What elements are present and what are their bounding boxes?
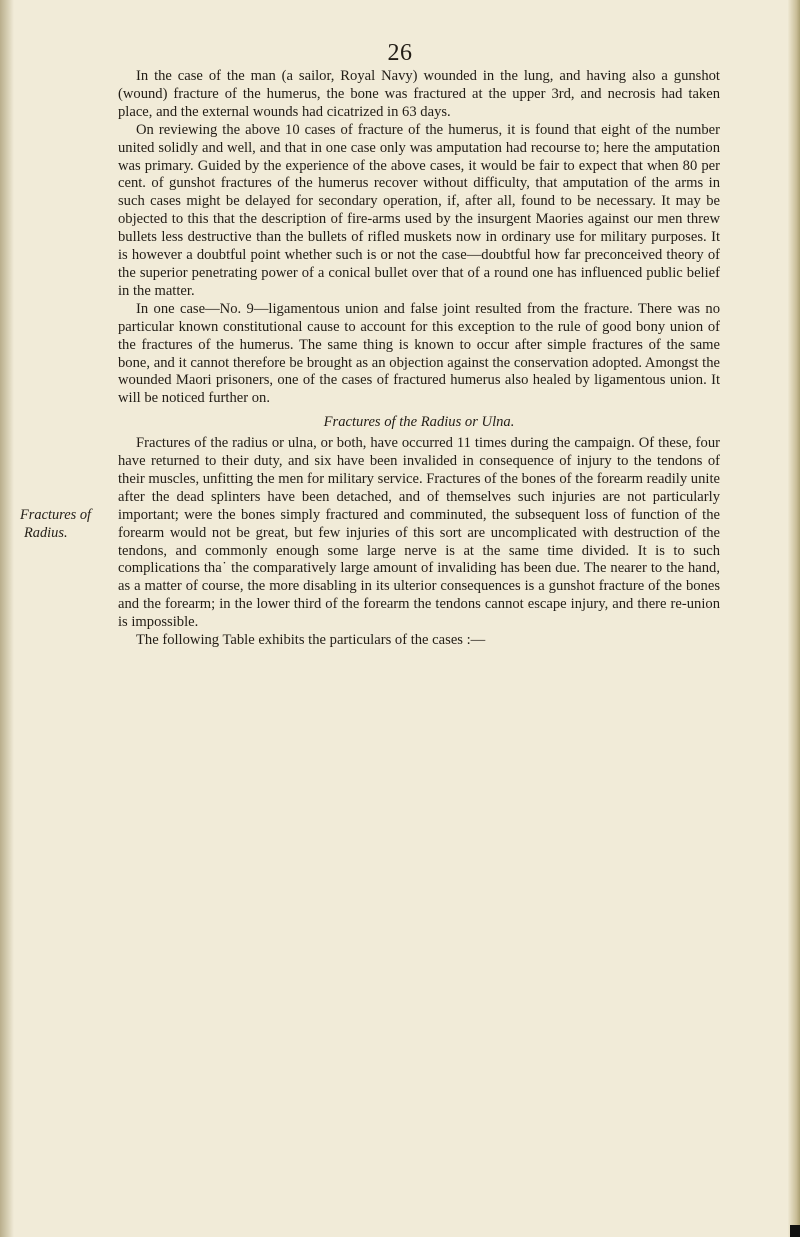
- page-number: 26: [387, 40, 413, 66]
- margin-note: [20, 507, 112, 543]
- page-right-edge: [788, 0, 800, 1237]
- margin-note-line-2: Radius.: [24, 524, 68, 541]
- paragraph-radius-ulna: Fractures of the radius or ulna, or both, have occurred 11 times during the campaign. Of these, four have returned to their duty, and six have been invalided in consequence of injury to the tendons of their muscles, unfitting the men for military service. Fractures of the bones of the forearm readily unite after the dead splinters have been detached, and of themselves such injuries are not particularly important; were the bones simply fractured and comminuted, the subsequent loss of function of the forearm would not be great, but few injuries of this sort are uncomplicated with destruction of the tendons, and commonly enough some large nerve is at the same time divided. It is to such complications tha˙ the comparatively large amount of invaliding has been due. The nearer to the hand, as a matter of course, the more disabling in its ulterior consequences is a gunshot fracture of the bones and the forearm; in the lower third of the forearm the tendons cannot escape injury, and there re-union is impossible.: [118, 435, 720, 631]
- margin-note-line-1: Fractures of: [20, 507, 92, 523]
- paragraph-humerus-review: On reviewing the above 10 cases of fracture of the humerus, it is found that eight of the number united solidly and well, and that in one case only was amputation had recourse to; here the amputation was primary. Guided by the experience of the above cases, it would be fair to expect that when 80 per cent. of gunshot fractures of the humerus recover without difficulty, that amputation of the arms in such cases might be delayed for secondary operation, if, after all, found to be necessary. It may be objected to this that the description of fire-arms used by the insurgent Maories against our men threw bullets less destructive than the bullets of rifled muskets now in ordinary use for military purposes. It is however a doubtful point whether such is or not the case—doubtful how far preconceived theory of the superior penetrating power of a conical bullet over that of a round one has influenced public belief in the matter.: [118, 121, 720, 299]
- paragraph-table-intro: The following Table exhibits the particulars of the cases :—: [136, 632, 486, 649]
- scan-corner-mark: [790, 1225, 800, 1237]
- page-left-shadow: [0, 0, 14, 1237]
- section-heading: Fractures of the Radius or Ulna.: [323, 414, 515, 431]
- main-text: [118, 68, 720, 650]
- paragraph-humerus-sailor-case: In the case of the man (a sailor, Royal Navy) wounded in the lung, and having also a gunshot (wound) fracture of the humerus, the bone was fractured at the upper 3rd, and necrosis had taken place, and the external wounds had cicatrized in 63 days.: [118, 68, 720, 120]
- paragraph-ligamentous-union: In one case—No. 9—ligamentous union and false joint resulted from the fracture. There was no particular known constitutional cause to account for this exception to the rule of good bony union of the fractures of the humerus. The same thing is known to occur after simple fractures of the same bone, and it cannot therefore be brought as an objection against the conservation adopted. Amongst the wounded Maori prisoners, one of the cases of fractured humerus also healed by ligamentous union. It will be noticed further on.: [118, 300, 720, 407]
